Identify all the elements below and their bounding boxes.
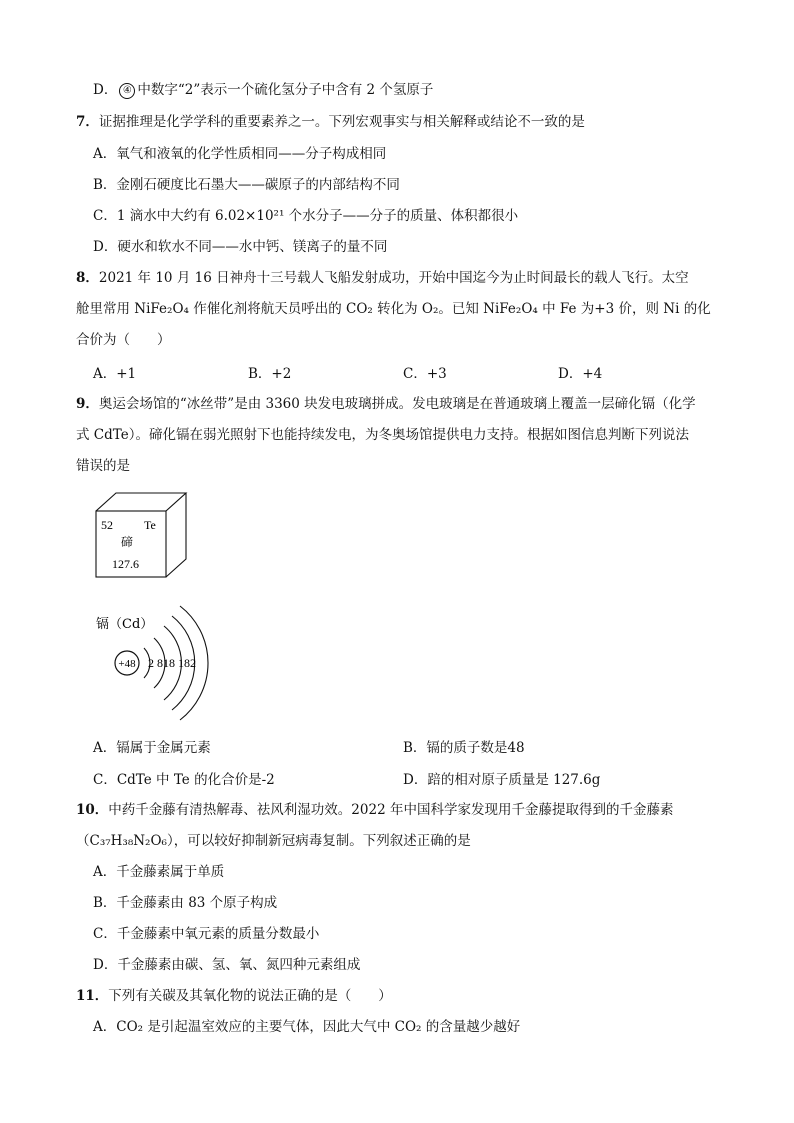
element-symbol: Te	[144, 518, 156, 532]
question-number: 10．	[76, 802, 109, 818]
q9-option-d: D．踣的相对原子质量是 127.6g	[403, 772, 601, 788]
q8-option-b: B．+2	[248, 366, 292, 382]
nucleus-charge: +48	[118, 658, 136, 670]
question-number: 11．	[76, 988, 109, 1004]
q8-option-c: C．+3	[403, 366, 447, 382]
question-10-line2: （C₃₇H₃₈N₂O₆），可以较好抑制新冠病毒复制。下列叙述正确的是	[76, 833, 471, 849]
atomic-mass: 127.6	[112, 557, 139, 571]
question-9-line1	[76, 394, 696, 414]
tellurium-element-cell	[92, 491, 192, 581]
question-11-stem	[76, 986, 392, 1006]
cadmium-atom-structure-diagram	[92, 598, 242, 728]
question-text: 证据推理是化学学科的重要素养之一。下列宏观事实与相关解释或结论不一致的是	[98, 114, 585, 130]
q10-option-d: D．千金藤素由碳、氢、氧、氮四种元素组成	[93, 957, 361, 973]
q9-options-row2	[93, 768, 713, 788]
question-9-line2: 式 CdTe）。碲化镉在弱光照射下也能持续发电，为冬奥场馆提供电力支持。根据如图信息判断下列说法	[76, 427, 689, 443]
question-8-line2: 舱里常用 NiFe₂O₄ 作催化剂将航天员呼出的 CO₂ 转化为 O₂。已知 NiFe₂O₄ 中 Fe 为+3 价，则 Ni 的化	[76, 301, 711, 317]
q9-option-a: A．镉属于金属元素	[93, 740, 211, 756]
q10-option-c: C．千金藤素中氧元素的质量分数最小	[93, 926, 320, 942]
q9-option-c: C．CdTe 中 Te 的化合价是-2	[93, 772, 275, 788]
q7-option-c: C．1 滴水中大约有 6.02×10²¹ 个水分子——分子的质量、体积都很小	[93, 208, 519, 224]
atomic-number: 52	[101, 518, 113, 532]
question-text: 中药千金藤有清热解毒、祛风利湿功效。2022 年中国科学家发现用千金藤提取得到的千金藤素	[108, 802, 674, 818]
q10-option-a: A．千金藤素属于单质	[93, 864, 225, 880]
q9-options-row1	[93, 736, 713, 756]
q7-option-d: D．硬水和软水不同——水中钙、镁离子的量不同	[93, 239, 388, 255]
q10-option-b: B．千金藤素由 83 个原子构成	[93, 895, 278, 911]
atom-label: 镉（Cd）	[96, 617, 154, 632]
question-8-line1	[76, 268, 689, 288]
question-number: 8．	[76, 270, 99, 286]
option-text: 中数字“2”表示一个硫化氢分子中含有 2 个氢原子	[137, 82, 434, 98]
q7-option-a: A．氧气和液氧的化学性质相同——分子构成相同	[93, 146, 387, 162]
q8-option-d: D．+4	[558, 366, 603, 382]
q6-option-d	[93, 80, 433, 100]
question-text: 奥运会场馆的“冰丝带”是由 3360 块发电玻璃拼成。发电玻璃是在普通玻璃上覆盖一层碲化镉（化学	[98, 396, 696, 412]
circled-number: ④	[119, 83, 135, 99]
question-9-line3: 错误的是	[76, 458, 130, 474]
shell-electron-counts: 2 818 182	[148, 656, 196, 670]
q9-option-b: B．镉的质子数是48	[403, 740, 525, 756]
q8-option-a: A．+1	[93, 366, 137, 382]
question-7-stem	[76, 112, 585, 132]
option-prefix: D．	[93, 82, 118, 98]
question-number: 7．	[76, 114, 99, 130]
question-text: 2021 年 10 月 16 日神舟十三号载人飞船发射成功，开始中国迄今为止时间最长的载人飞行。太空	[98, 270, 689, 286]
question-number: 9．	[76, 396, 99, 412]
question-text: 下列有关碳及其氧化物的说法正确的是（ ）	[108, 988, 392, 1004]
q11-option-a: A．CO₂ 是引起温室效应的主要气体，因此大气中 CO₂ 的含量越少越好	[93, 1019, 521, 1035]
question-8-line3: 合价为（ ）	[76, 332, 171, 348]
q8-options	[93, 362, 713, 382]
element-name: 碲	[121, 535, 134, 549]
q7-option-b: B．金刚石硬度比石墨大——碳原子的内部结构不同	[93, 177, 400, 193]
question-10-line1	[76, 800, 673, 820]
